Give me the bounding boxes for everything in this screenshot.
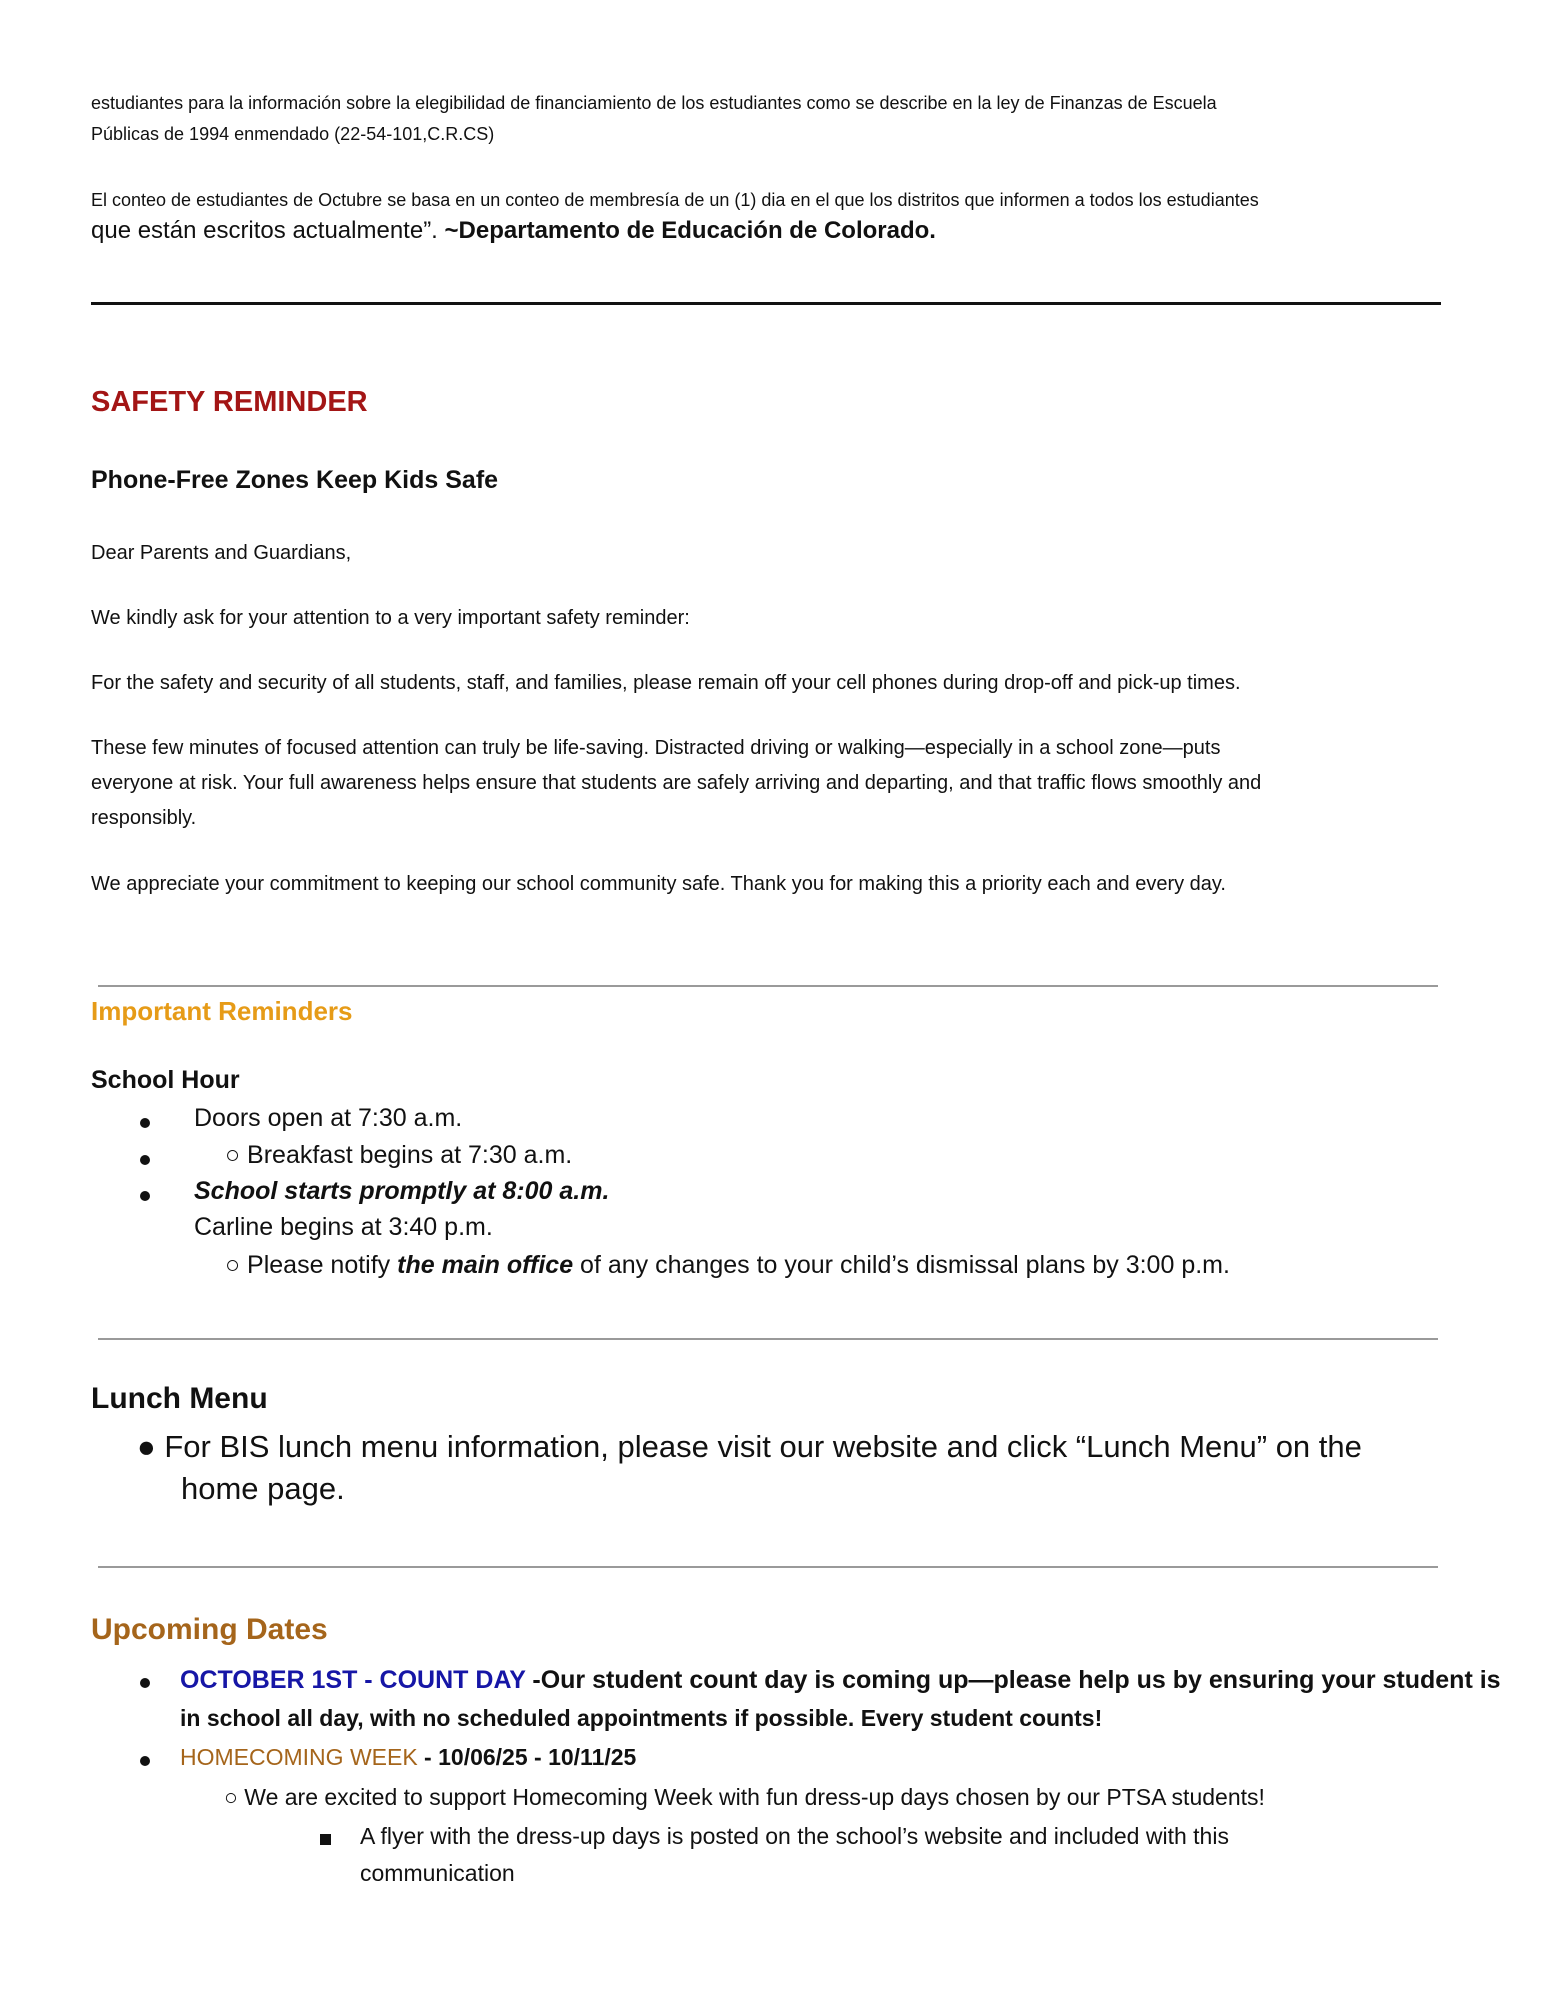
- divider-1: [98, 985, 1438, 987]
- intro-p2-plain: que están escritos actualmente”.: [91, 217, 445, 244]
- safety-heading: SAFETY REMINDER: [91, 386, 368, 418]
- lunch-info-line-1: ● For BIS lunch menu information, please visit our website and click “Lunch Menu” on the: [137, 1429, 1362, 1464]
- homecoming-subitem: ○ We are excited to support Homecoming Week with fun dress-up days chosen by our PTSA students!: [224, 1784, 1265, 1810]
- intro-p2-line-2: [91, 214, 936, 248]
- upcoming-heading: Upcoming Dates: [91, 1613, 328, 1646]
- bullet-dot: [140, 1756, 150, 1766]
- breakfast-time: ○ Breakfast begins at 7:30 a.m.: [225, 1141, 573, 1169]
- intro-line-2: Públicas de 1994 enmendado (22-54-101,C.R.CS): [91, 124, 495, 144]
- safety-p3-line-1: These few minutes of focused attention can truly be life-saving. Distracted driving or walking—especially in a school zone—puts: [91, 737, 1221, 759]
- dismissal-notice-c: of any changes to your child’s dismissal plans by 3:00 p.m.: [573, 1251, 1230, 1279]
- count-day-label: OCTOBER 1ST - COUNT DAY: [180, 1666, 526, 1694]
- homecoming-label: HOMECOMING WEEK: [180, 1744, 418, 1770]
- bullet-dot: [140, 1678, 150, 1688]
- bullet-dot: [140, 1155, 150, 1165]
- safety-p3-line-3: responsibly.: [91, 807, 197, 829]
- carline-time: Carline begins at 3:40 p.m.: [194, 1213, 493, 1241]
- safety-p2: For the safety and security of all students, staff, and families, please remain off your cell phones during drop-off and pick-up times.: [91, 672, 1241, 694]
- homecoming-dates: - 10/06/25 - 10/11/25: [417, 1744, 637, 1770]
- count-day-text-1: -Our student count day is coming up—please help us by ensuring your student is: [525, 1666, 1501, 1694]
- dismissal-notice: [225, 1251, 1230, 1280]
- homecoming-line: [180, 1740, 636, 1774]
- section-divider-thick: [91, 302, 1441, 305]
- flyer-line-2: communication: [360, 1860, 515, 1886]
- bullet-dot: [140, 1191, 150, 1201]
- intro-p2-source: ~Departamento de Educación de Colorado.: [444, 217, 936, 244]
- divider-2: [98, 1338, 1438, 1340]
- intro-line-1: estudiantes para la información sobre la elegibilidad de financiamiento de los estudiantes como se describe en la ley de Finanzas de Escuela: [91, 93, 1217, 113]
- square-bullet: [320, 1834, 331, 1845]
- dismissal-notice-a: ○ Please notify: [225, 1251, 398, 1279]
- main-office-emphasis: the main office: [397, 1251, 574, 1279]
- reminders-heading: Important Reminders: [91, 996, 353, 1026]
- school-start-time: School starts promptly at 8:00 a.m.: [194, 1177, 610, 1205]
- lunch-info-line-2: home page.: [181, 1471, 345, 1506]
- count-day-line-2: in school all day, with no scheduled appointments if possible. Every student counts!: [180, 1705, 1103, 1731]
- safety-p4: We appreciate your commitment to keeping our school community safe. Thank you for making this a priority each and every day.: [91, 873, 1226, 895]
- flyer-line-1: A flyer with the dress-up days is posted on the school’s website and included with this: [360, 1823, 1229, 1849]
- safety-subheading: Phone-Free Zones Keep Kids Safe: [91, 466, 499, 494]
- count-day-line-1: [180, 1662, 1501, 1698]
- doors-open: Doors open at 7:30 a.m.: [194, 1104, 463, 1132]
- divider-3: [98, 1566, 1438, 1568]
- safety-greeting: Dear Parents and Guardians,: [91, 542, 352, 564]
- safety-p3-line-2: everyone at risk. Your full awareness helps ensure that students are safely arriving and departing, and that traffic flows smoothly and: [91, 772, 1262, 794]
- lunch-heading: Lunch Menu: [91, 1382, 268, 1415]
- intro-p2-line-1: El conteo de estudiantes de Octubre se basa en un conteo de membresía de un (1) dia en el que los distritos que informen a todos los estudiantes: [91, 190, 1259, 210]
- school-hour-title: School Hour: [91, 1066, 240, 1094]
- bullet-dot: [140, 1118, 150, 1128]
- safety-p1: We kindly ask for your attention to a very important safety reminder:: [91, 607, 690, 629]
